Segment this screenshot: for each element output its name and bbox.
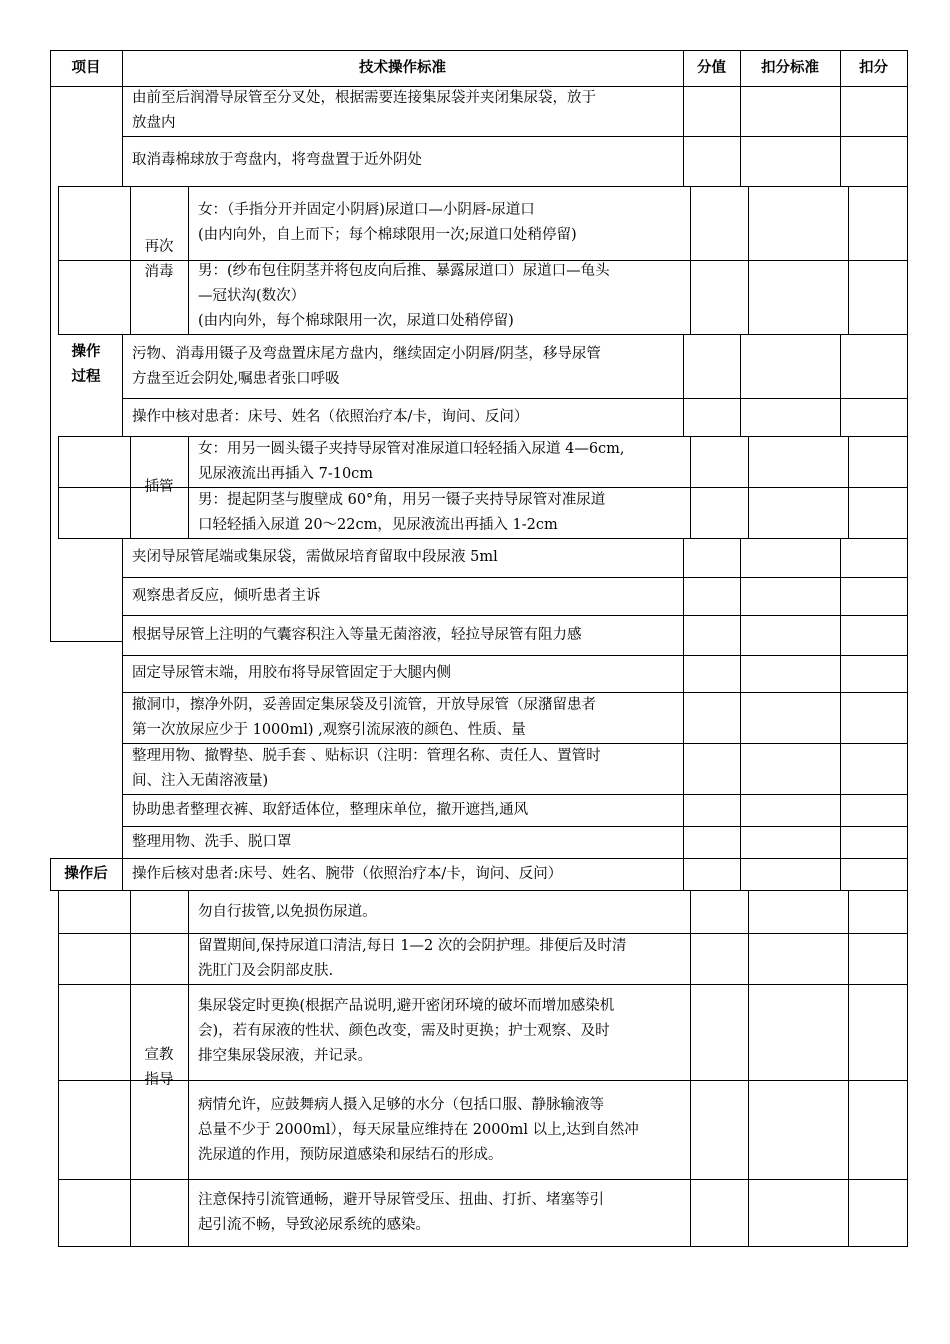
row-text: (由内向外，自上而下；每个棉球限用一次;尿道口处稍停留) [198,227,577,243]
rule [58,984,907,985]
rule [122,794,907,795]
rule [50,890,907,891]
rule [122,655,907,656]
row-text: 间、注入无菌溶液量) [132,773,269,789]
rule [188,890,189,1246]
row-text: —冠状沟(数次） [198,288,306,304]
rule [122,826,907,827]
row-text: (由内向外，每个棉球限用一次，尿道口处稍停留) [198,313,514,329]
rule [683,538,684,890]
row-text: 整理用物、洗手、脱口罩 [132,834,292,850]
row-text: 方盘至近会阴处,嘱患者张口呼吸 [132,371,340,387]
rule [840,334,841,436]
rule [58,538,907,539]
header-standard: 技术操作标准 [359,60,446,76]
row-text: 污物、消毒用镊子及弯盘置床尾方盘内，继续固定小阴唇/阴茎，移导尿管 [132,346,601,362]
rule [748,890,749,1246]
sub-label-disinfect: 消毒 [144,264,174,280]
rule [58,186,59,334]
rule [122,577,907,578]
row-text: 会)，若有尿液的性状、颜色改变，需及时更换；护士观察、及时 [198,1023,610,1039]
rule [50,641,122,642]
header-deduction: 扣分 [859,60,888,76]
row-text: 留置期间,保持尿道口清洁,每日 1—2 次的会阴护理。排便后及时清 [198,938,627,954]
row-text: 撤洞巾，擦净外阴，妥善固定集尿袋及引流管，开放导尿管（尿潴留患者 [132,697,596,713]
row-text: 协助患者整理衣裤、取舒适体位，整理床单位，撤开遮挡,通风 [132,802,529,818]
row-text: 总量不少于 2000ml），每天尿量应维持在 2000ml 以上,达到自然冲 [198,1122,639,1138]
row-text: 洗肛门及会阴部皮肤. [198,963,334,979]
rule [58,1246,907,1247]
row-text: 见尿液流出再插入 7-10cm [198,466,374,482]
rule [848,436,849,538]
rule [748,186,749,334]
rule [740,334,741,436]
row-text: 夹闭导尿管尾端或集尿袋，需做尿培育留取中段尿液 5ml [132,549,498,565]
sub-label-disinfect: 再次 [144,239,174,255]
row-text: 放盘内 [132,115,176,131]
rule [907,50,908,1247]
header-item: 项目 [71,60,101,76]
row-text: 排空集尿袋尿液，并记录。 [198,1048,372,1064]
row-text: 整理用物、撤臀垫、脱手套 、贴标识（注明：管理名称、责任人、置管时 [132,748,601,764]
rule [690,186,691,334]
row-text: 起引流不畅，导致泌尿系统的感染。 [198,1217,430,1233]
rule [740,538,741,890]
rule [122,538,123,890]
row-text: 根据导尿管上注明的气囊容积注入等量无菌溶液，轻拉导尿管有阻力感 [132,627,582,643]
row-text: 洗尿道的作用，预防尿道感染和尿结石的形成。 [198,1147,503,1163]
rule [58,436,59,538]
rule [50,50,907,51]
row-text: 女：（手指分开并固定小阴唇)尿道口—小阴唇-尿道口 [198,202,535,218]
rule [122,136,907,137]
row-text: 女：用另一圆头镊子夹持导尿管对准尿道口轻轻插入尿道 4—6cm, [198,441,625,457]
section-label-after: 操作后 [64,866,108,882]
section-label-process: 操作 [71,344,101,360]
sub-label-education: 宣教 [144,1047,174,1063]
row-text: 操作中核对患者：床号、姓名（依照治疗本/卡，询问、反问） [132,409,529,425]
row-text: 第一次放尿应少于 1000ml) ,观察引流尿液的颜色、性质、量 [132,722,526,738]
rule [690,890,691,1246]
header-score: 分值 [697,60,726,76]
row-text: 由前至后润滑导尿管至分叉处，根据需要连接集尿袋并夹闭集尿袋，放于 [132,90,596,106]
sub-label-education: 指导 [144,1072,174,1088]
rule [848,890,849,1246]
rule [840,538,841,890]
rule [122,398,907,399]
row-text: 男：(纱布包住阴茎并将包皮向后推、暴露尿道口）尿道口—龟头 [198,263,610,279]
rule [188,436,189,538]
rule [50,858,907,859]
row-text: 集尿袋定时更换(根据产品说明,避开密闭环境的破坏而增加感染机 [198,998,615,1014]
rule [58,890,59,1246]
row-text: 固定导尿管末端，用胶布将导尿管固定于大腿内侧 [132,665,451,681]
rule [188,186,189,334]
row-text: 操作后核对患者:床号、姓名、腕带（依照治疗本/卡，询问、反问） [132,866,563,882]
rule [122,334,123,436]
row-text: 病情允许，应鼓舞病人摄入足够的水分（包括口服、静脉输液等 [198,1097,604,1113]
row-text: 注意保持引流管通畅，避开导尿管受压、扭曲、打折、堵塞等引 [198,1192,604,1208]
rule [748,436,749,538]
row-text: 取消毒棉球放于弯盘内，将弯盘置于近外阴处 [132,152,422,168]
rule [683,334,684,436]
sub-label-insert: 插管 [144,479,174,495]
row-text: 观察患者反应，倾听患者主诉 [132,588,321,604]
section-label-process: 过程 [71,369,101,385]
rule [58,186,907,187]
row-text: 口轻轻插入尿道 20～22cm，见尿液流出再插入 1-2cm [198,517,558,533]
rule [58,334,907,335]
row-text: 勿自行拔管,以免损伤尿道。 [198,904,377,920]
rule [690,436,691,538]
rule [122,615,907,616]
row-text: 男：提起阴茎与腹壁成 60°角，用另一镊子夹持导尿管对准尿道 [198,492,606,508]
rule [848,186,849,334]
header-deduction-standard: 扣分标准 [761,60,819,76]
rule [58,1179,907,1180]
